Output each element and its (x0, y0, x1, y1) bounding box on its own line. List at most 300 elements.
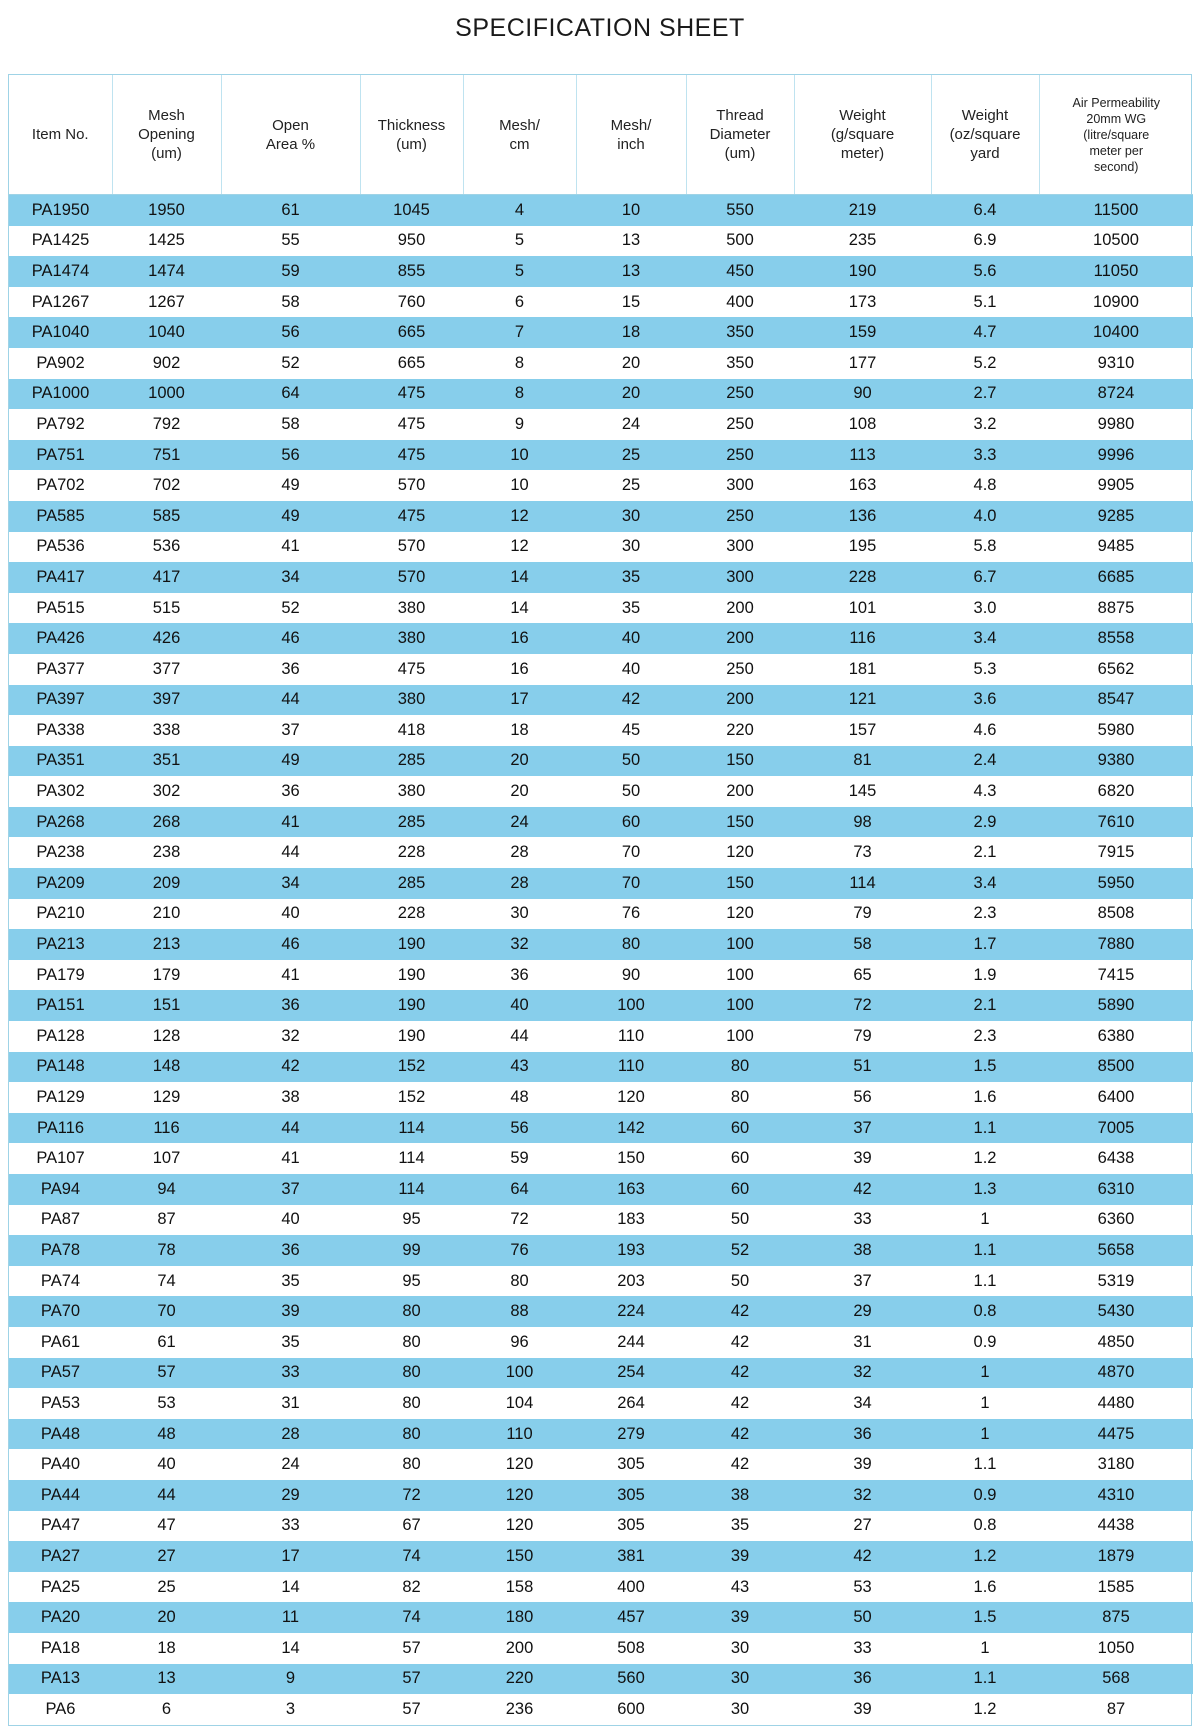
table-cell: 24 (281, 1455, 300, 1474)
table-cell: 36 (510, 965, 529, 984)
table-cell: 5890 (1039, 990, 1193, 1021)
table-row (9, 440, 1193, 471)
table-row (9, 807, 1193, 838)
table-cell: 173 (848, 292, 877, 311)
item-number-cell: PA1040 (9, 317, 112, 348)
table-cell: 200 (726, 782, 754, 801)
table-cell: 475 (397, 659, 426, 678)
table-cell: 20 (463, 746, 576, 777)
table-cell: 1.5 (931, 1052, 1039, 1083)
table-cell: 6562 (1097, 659, 1135, 678)
table-cell: 100 (463, 1358, 576, 1389)
table-cell: 792 (152, 414, 181, 433)
table-cell: 37 (221, 1174, 360, 1205)
table-cell: 4475 (1039, 1419, 1193, 1450)
table-cell: 44 (221, 685, 360, 716)
item-number-cell: PA702 (36, 476, 85, 495)
table-cell: 24 (463, 807, 576, 838)
table-cell: 33 (221, 1358, 360, 1389)
table-row (9, 1511, 1193, 1542)
table-cell: 20 (510, 782, 529, 801)
table-cell: 48 (510, 1088, 529, 1107)
table-cell: 381 (576, 1541, 686, 1572)
table-cell: 9310 (1097, 353, 1135, 372)
table-cell: 224 (576, 1296, 686, 1327)
table-cell: 150 (686, 746, 794, 777)
table-cell: 42 (730, 1455, 750, 1474)
table-cell: 57 (402, 1699, 421, 1718)
table-cell: 87 (1106, 1699, 1126, 1718)
table-cell: 151 (112, 990, 221, 1021)
table-row (9, 562, 1193, 593)
table-cell: 5 (463, 256, 576, 287)
table-cell: 29 (794, 1296, 931, 1327)
table-cell: 67 (402, 1516, 421, 1535)
table-cell: 380 (397, 598, 426, 617)
table-cell: 5950 (1039, 868, 1193, 899)
table-cell: 1 (980, 1393, 990, 1412)
table-cell: 30 (576, 501, 686, 532)
table-cell: 6.4 (931, 195, 1039, 226)
table-cell: 209 (112, 868, 221, 899)
table-cell: 6438 (1097, 1149, 1135, 1168)
table-cell: 46 (221, 929, 360, 960)
table-cell: 8547 (1039, 685, 1193, 716)
table-cell: 42 (794, 1541, 931, 1572)
table-cell: 244 (617, 1332, 645, 1351)
column-header-line: Item No. (31, 126, 89, 143)
table-cell: 1585 (1097, 1577, 1135, 1596)
table-cell: 73 (853, 843, 872, 862)
table-cell: 195 (848, 537, 877, 556)
table-row (9, 1602, 1193, 1633)
table-cell: 14 (463, 562, 576, 593)
table-row (9, 715, 1193, 746)
table-cell: 58 (281, 292, 300, 311)
table-cell: 42 (221, 1052, 360, 1083)
table-cell: 475 (360, 501, 463, 532)
table-cell: 1.2 (973, 1149, 997, 1168)
table-cell: 72 (360, 1480, 463, 1511)
table-row (9, 226, 1193, 257)
table-cell: 338 (152, 720, 181, 739)
table-cell: 30 (621, 537, 641, 556)
table-row (9, 685, 1193, 716)
table-cell: 120 (463, 1480, 576, 1511)
table-cell: 4480 (1097, 1393, 1135, 1412)
item-number-cell: PA1474 (9, 256, 112, 287)
table-cell: 37 (853, 1271, 872, 1290)
table-cell: 190 (794, 256, 931, 287)
column-header-line: (um) (724, 145, 756, 162)
table-cell: 351 (112, 746, 221, 777)
table-cell: 80 (686, 1052, 794, 1083)
table-cell: 37 (794, 1113, 931, 1144)
table-cell: 350 (686, 317, 794, 348)
table-cell: 0.9 (973, 1332, 997, 1351)
table-cell: 80 (730, 1088, 750, 1107)
table-cell: 6380 (1097, 1026, 1135, 1045)
column-header (360, 75, 463, 195)
column-header-line: Thread (716, 107, 764, 124)
table-cell: 238 (152, 843, 181, 862)
table-cell: 129 (152, 1088, 181, 1107)
table-cell: 42 (686, 1419, 794, 1450)
table-cell: 400 (726, 292, 754, 311)
table-cell: 5980 (1097, 720, 1135, 739)
table-cell: 49 (221, 746, 360, 777)
column-header-line: Weight (961, 107, 1009, 124)
table-cell: 180 (463, 1602, 576, 1633)
table-cell: 18 (157, 1638, 176, 1657)
table-cell: 7 (463, 317, 576, 348)
table-cell: 64 (463, 1174, 576, 1205)
table-cell: 5.3 (973, 659, 997, 678)
table-cell: 457 (576, 1602, 686, 1633)
table-cell: 70 (576, 868, 686, 899)
table-cell: 1.5 (931, 1602, 1039, 1633)
column-header-line: Open (272, 116, 309, 134)
table-cell: 13 (576, 256, 686, 287)
table-cell: 570 (360, 562, 463, 593)
table-cell: 4.8 (973, 476, 997, 495)
item-number-cell: PA48 (9, 1419, 112, 1450)
table-cell: 163 (848, 476, 877, 495)
table-cell: 8500 (1039, 1052, 1193, 1083)
table-row (9, 317, 1193, 348)
table-cell: 60 (686, 1113, 794, 1144)
item-number-cell: PA351 (9, 746, 112, 777)
table-cell: 51 (794, 1052, 931, 1083)
table-cell: 9980 (1097, 414, 1135, 433)
table-row (9, 960, 1193, 991)
table-cell: 570 (397, 537, 426, 556)
table-cell: 80 (360, 1358, 463, 1389)
table-cell: 55 (281, 231, 300, 250)
table-cell: 3.4 (931, 868, 1039, 899)
table-cell: 3.2 (973, 414, 997, 433)
table-cell: 33 (281, 1516, 300, 1535)
table-cell: 25 (621, 476, 641, 495)
table-cell: 120 (505, 1455, 534, 1474)
table-cell: 4.0 (931, 501, 1039, 532)
column-header-line: (um) (151, 145, 182, 162)
table-cell: 4870 (1039, 1358, 1193, 1389)
table-row (9, 532, 1193, 563)
table-cell: 1050 (1097, 1638, 1135, 1657)
table-cell: 236 (505, 1699, 534, 1718)
item-number-cell: PA417 (9, 562, 112, 593)
column-header-line: Mesh (148, 107, 185, 124)
table-cell: 29 (221, 1480, 360, 1511)
table-cell: 42 (686, 1358, 794, 1389)
table-cell: 305 (576, 1480, 686, 1511)
table-cell: 397 (112, 685, 221, 716)
table-cell: 76 (463, 1235, 576, 1266)
table-row (9, 746, 1193, 777)
table-cell: 30 (686, 1664, 794, 1695)
table-cell: 44 (510, 1026, 529, 1045)
table-cell: 4.7 (931, 317, 1039, 348)
table-cell: 305 (617, 1455, 645, 1474)
item-number-cell: PA426 (9, 623, 112, 654)
table-cell: 17 (221, 1541, 360, 1572)
table-row (9, 195, 1193, 226)
table-cell: 475 (360, 379, 463, 410)
item-number-cell: PA116 (9, 1113, 112, 1144)
table-cell: 114 (360, 1174, 463, 1205)
table-cell: 5.8 (973, 537, 997, 556)
table-cell: 80 (510, 1271, 529, 1290)
table-cell: 16 (510, 659, 529, 678)
table-cell: 150 (617, 1149, 645, 1168)
table-cell: 150 (686, 807, 794, 838)
table-cell: 1474 (112, 256, 221, 287)
table-cell: 6 (514, 292, 525, 311)
table-cell: 46 (221, 623, 360, 654)
table-cell: 1.1 (931, 1113, 1039, 1144)
table-cell: 70 (621, 843, 641, 862)
table-cell: 8558 (1039, 623, 1193, 654)
table-cell: 9285 (1039, 501, 1193, 532)
table-cell: 5.2 (973, 353, 997, 372)
table-cell: 148 (112, 1052, 221, 1083)
table-cell: 43 (463, 1052, 576, 1083)
table-cell: 114 (794, 868, 931, 899)
item-number-cell: PA13 (9, 1664, 112, 1695)
table-row (9, 1266, 1193, 1297)
table-row (9, 409, 1193, 440)
table-cell: 8 (463, 379, 576, 410)
item-number-cell: PA302 (36, 782, 85, 801)
table-cell: 14 (281, 1577, 300, 1596)
table-cell: 2.3 (973, 904, 997, 923)
table-cell: 142 (576, 1113, 686, 1144)
table-cell: 9 (514, 414, 525, 433)
item-number-cell: PA1000 (9, 379, 112, 410)
item-number-cell: PA6 (45, 1699, 76, 1718)
table-cell: 52 (686, 1235, 794, 1266)
item-number-cell: PA70 (9, 1296, 112, 1327)
table-cell: 34 (853, 1393, 872, 1412)
table-cell: 4438 (1097, 1516, 1135, 1535)
item-number-cell: PA18 (40, 1638, 81, 1657)
table-row (9, 899, 1193, 930)
item-number-cell: PA129 (36, 1088, 85, 1107)
table-cell: 5.1 (973, 292, 997, 311)
table-cell: 220 (463, 1664, 576, 1695)
table-cell: 40 (157, 1455, 176, 1474)
table-cell: 43 (730, 1577, 750, 1596)
table-cell: 159 (794, 317, 931, 348)
table-cell: 1425 (148, 231, 185, 250)
table-cell: 285 (360, 746, 463, 777)
table-cell: 380 (360, 685, 463, 716)
table-cell: 95 (402, 1271, 421, 1290)
table-cell: 36 (794, 1664, 931, 1695)
table-cell: 200 (686, 685, 794, 716)
table-cell: 59 (510, 1149, 529, 1168)
table-cell: 4.3 (973, 782, 997, 801)
table-row (9, 1143, 1193, 1174)
column-header (9, 75, 112, 195)
table-cell: 81 (794, 746, 931, 777)
table-row (9, 348, 1193, 379)
table-cell: 163 (576, 1174, 686, 1205)
table-cell: 1.2 (931, 1541, 1039, 1572)
table-cell: 52 (281, 353, 300, 372)
table-cell: 570 (397, 476, 426, 495)
table-cell: 5430 (1039, 1296, 1193, 1327)
table-cell: 52 (281, 598, 300, 617)
table-cell: 41 (281, 965, 300, 984)
table-cell: 28 (510, 843, 529, 862)
table-cell: 36 (221, 990, 360, 1021)
table-cell: 3.3 (931, 440, 1039, 471)
table-cell: 107 (152, 1149, 181, 1168)
table-cell: 30 (730, 1638, 750, 1657)
column-header-line: (oz/square (949, 126, 1021, 143)
table-cell: 9485 (1097, 537, 1135, 556)
table-cell: 38 (794, 1235, 931, 1266)
table-cell: 158 (505, 1577, 534, 1596)
table-cell: 1.1 (931, 1235, 1039, 1266)
table-cell: 90 (621, 965, 641, 984)
table-cell: 35 (730, 1516, 750, 1535)
table-cell: 1.7 (931, 929, 1039, 960)
table-cell: 1950 (112, 195, 221, 226)
table-cell: 25 (157, 1577, 176, 1596)
table-cell: 1.2 (973, 1699, 997, 1718)
table-cell: 100 (726, 965, 754, 984)
table-cell: 1.9 (973, 965, 997, 984)
table-cell: 65 (853, 965, 872, 984)
item-number-cell: PA78 (9, 1235, 112, 1266)
table-cell: 157 (848, 720, 877, 739)
table-cell: 59 (221, 256, 360, 287)
table-cell: 5.6 (931, 256, 1039, 287)
table-cell: 279 (576, 1419, 686, 1450)
table-row (9, 1052, 1193, 1083)
table-cell: 665 (360, 317, 463, 348)
table-cell: 60 (730, 1149, 750, 1168)
table-cell: 7915 (1097, 843, 1135, 862)
table-cell: 5 (514, 231, 525, 250)
table-cell: 3 (285, 1699, 296, 1718)
column-header (112, 75, 221, 195)
table-row (9, 1327, 1193, 1358)
table-cell: 0.9 (931, 1480, 1039, 1511)
table-cell: 181 (848, 659, 877, 678)
table-cell: 44 (112, 1480, 221, 1511)
column-header-line: Air Permeability (1072, 95, 1161, 110)
table-cell: 1.1 (931, 1664, 1039, 1695)
item-number-cell: PA536 (36, 537, 85, 556)
table-cell: 1.6 (973, 1088, 997, 1107)
table-cell: 74 (360, 1602, 463, 1633)
table-cell: 116 (794, 623, 931, 654)
table-cell: 56 (221, 440, 360, 471)
table-row (9, 1082, 1193, 1113)
table-cell: 150 (686, 868, 794, 899)
table-cell: 250 (726, 414, 754, 433)
item-number-cell: PA128 (36, 1026, 85, 1045)
table-cell: 128 (152, 1026, 181, 1045)
table-cell: 11 (221, 1602, 360, 1633)
table-cell: 250 (686, 501, 794, 532)
table-cell: 3.6 (931, 685, 1039, 716)
table-cell: 11500 (1039, 195, 1193, 226)
table-cell: 72 (794, 990, 931, 1021)
table-cell: 60 (576, 807, 686, 838)
table-cell: 30 (510, 904, 529, 923)
table-cell: 4310 (1039, 1480, 1193, 1511)
table-cell: 121 (794, 685, 931, 716)
table-cell: 40 (281, 904, 300, 923)
table-row (9, 1449, 1193, 1480)
table-cell: 500 (726, 231, 754, 250)
table-cell: 108 (848, 414, 877, 433)
item-number-cell: PA377 (36, 659, 85, 678)
table-cell: 568 (1039, 1664, 1193, 1695)
table-cell: 665 (397, 353, 426, 372)
page-title: SPECIFICATION SHEET (455, 14, 745, 42)
item-number-cell: PA268 (9, 807, 112, 838)
table-cell: 36 (221, 1235, 360, 1266)
item-number-cell: PA20 (9, 1602, 112, 1633)
table-cell: 702 (152, 476, 181, 495)
table-cell: 475 (397, 414, 426, 433)
table-cell: 50 (621, 782, 641, 801)
table-row (9, 256, 1193, 287)
table-cell: 751 (112, 440, 221, 471)
table-cell: 58 (281, 414, 300, 433)
column-header-line: (um) (396, 135, 427, 153)
table-cell: 150 (463, 1541, 576, 1572)
specification-table-container (8, 74, 1192, 1726)
table-cell: 10 (463, 440, 576, 471)
table-row (9, 379, 1193, 410)
table-cell: 190 (360, 929, 463, 960)
table-cell: 57 (402, 1638, 421, 1657)
column-header-line: Thickness (377, 116, 446, 134)
table-cell: 114 (360, 1113, 463, 1144)
table-cell: 9905 (1097, 476, 1135, 495)
table-row (9, 654, 1193, 685)
table-cell: 305 (617, 1516, 645, 1535)
table-cell: 20 (576, 379, 686, 410)
table-cell: 585 (112, 501, 221, 532)
table-cell: 177 (848, 353, 877, 372)
table-row (9, 1480, 1193, 1511)
item-number-cell: PA40 (40, 1455, 81, 1474)
table-cell: 6400 (1097, 1088, 1135, 1107)
column-header-line: yard (970, 145, 1000, 162)
table-cell: 100 (686, 990, 794, 1021)
column-header-line: meter) (840, 145, 885, 162)
table-cell: 42 (576, 685, 686, 716)
table-cell: 13 (621, 231, 641, 250)
table-cell: 1.1 (973, 1271, 997, 1290)
table-cell: 560 (576, 1664, 686, 1695)
item-number-cell: PA238 (36, 843, 85, 862)
table-cell: 7610 (1039, 807, 1193, 838)
column-header (463, 75, 576, 195)
item-number-cell: PA151 (9, 990, 112, 1021)
item-number-cell: PA87 (40, 1210, 81, 1229)
table-cell: 6360 (1097, 1210, 1135, 1229)
table-cell: 3180 (1097, 1455, 1135, 1474)
